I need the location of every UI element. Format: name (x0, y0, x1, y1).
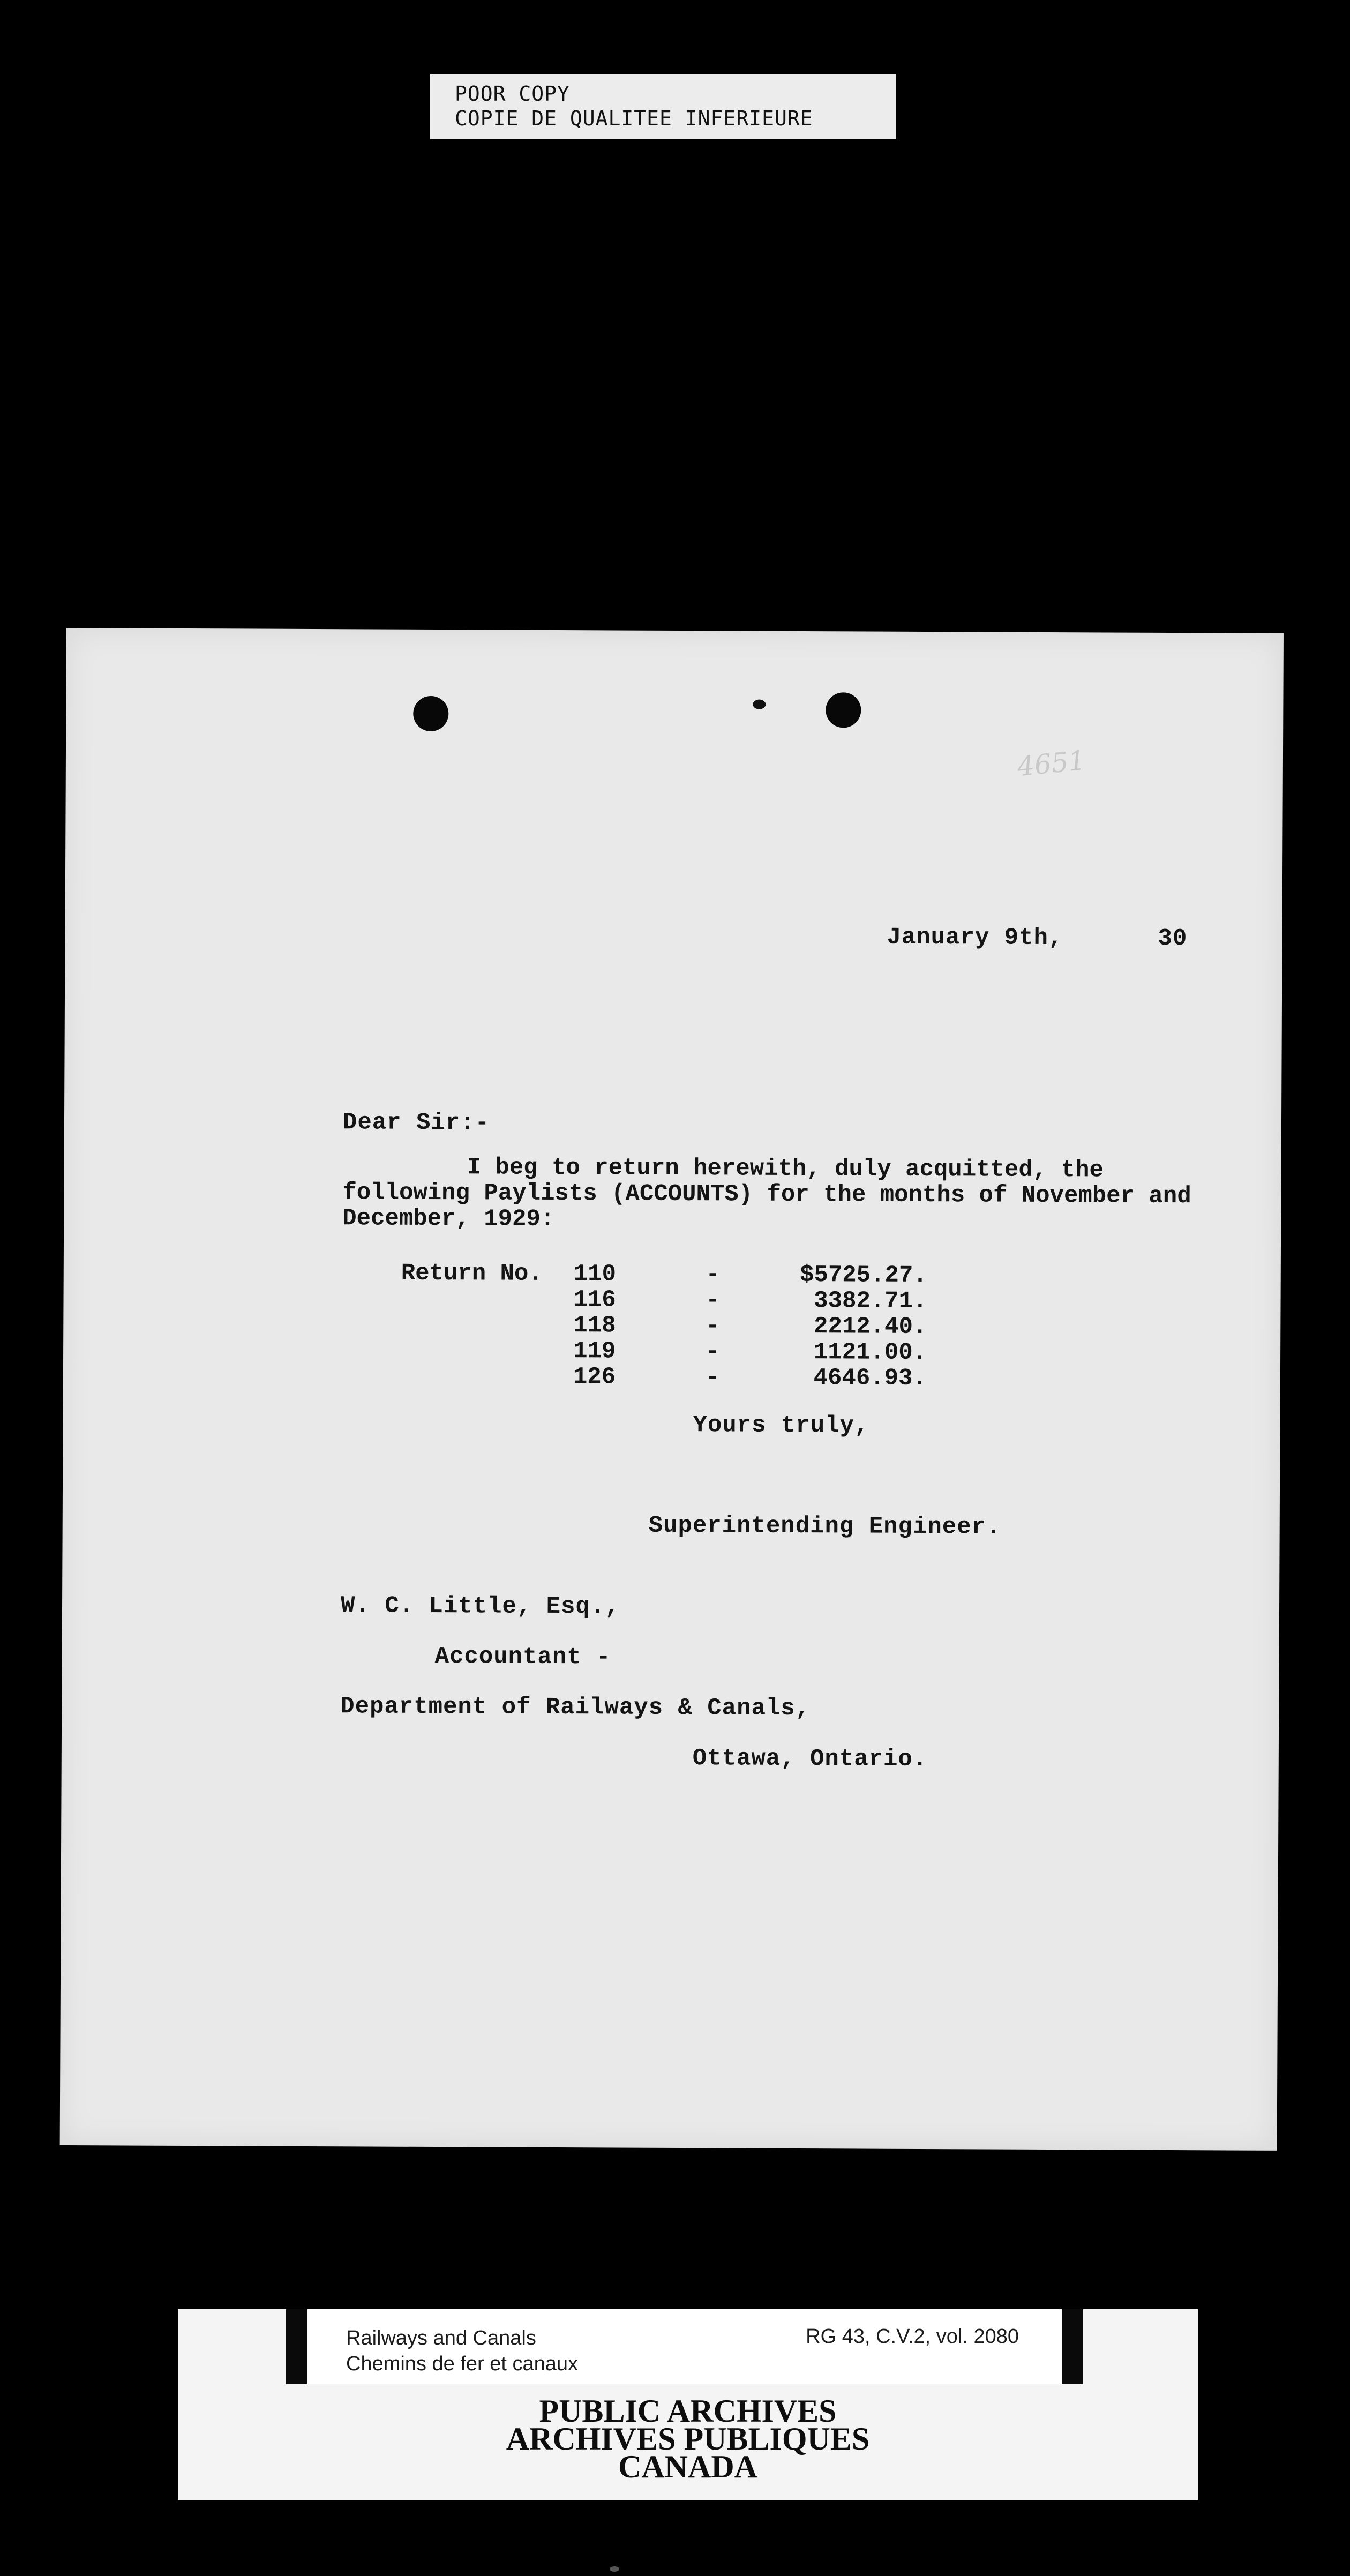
return-amount: 2212.40. (813, 1313, 927, 1341)
punch-hole-left (413, 696, 448, 731)
return-amount: 4646.93. (813, 1365, 927, 1392)
return-number: 118 (573, 1312, 616, 1339)
archive-title-line-3: CANADA (618, 2449, 758, 2484)
return-amount: 3382.71. (814, 1287, 927, 1315)
handwritten-file-mark: 4651 (1016, 744, 1087, 783)
closing: Yours truly, (693, 1412, 869, 1440)
return-dash: - (705, 1364, 720, 1391)
film-speck (610, 2566, 619, 2572)
archive-title-line-1: PUBLIC ARCHIVES (539, 2393, 837, 2429)
letter-body: I beg to return herewith, duly acquitted, the following Paylists (ACCOUNTS) for the months of November and December, 1929: (342, 1154, 1191, 1233)
archive-title-line-2: ARCHIVES PUBLIQUES (506, 2421, 870, 2457)
return-amount: 1121.00. (813, 1339, 927, 1367)
return-dash: - (706, 1313, 720, 1340)
department-english: Railways and Canals (346, 2327, 536, 2349)
table-row (401, 1364, 927, 1391)
salutation: Dear Sir:- (342, 1109, 490, 1137)
table-row (401, 1261, 927, 1289)
punch-hole-right (826, 692, 861, 728)
table-row (401, 1338, 927, 1366)
recipient-department: Department of Railways & Canals, (340, 1693, 811, 1723)
table-row (401, 1312, 927, 1340)
return-dash: - (706, 1261, 721, 1289)
returns-table (401, 1261, 927, 1391)
letter-year: 30 (1158, 925, 1188, 953)
recipient-city: Ottawa, Ontario. (692, 1745, 928, 1773)
return-dash: - (705, 1338, 720, 1366)
signature-title: Superintending Engineer. (648, 1512, 1001, 1541)
return-number: 119 (573, 1338, 616, 1365)
poor-copy-stamp (430, 74, 896, 139)
return-number: 126 (573, 1364, 616, 1391)
ink-speck (753, 700, 766, 709)
recipient-title: Accountant - (434, 1643, 611, 1671)
archive-reference-label (286, 2309, 1083, 2384)
stamp-line-2: COPIE DE QUALITEE INFERIEURE (455, 107, 813, 130)
archive-card (178, 2309, 1198, 2500)
archive-reference: RG 43, C.V.2, vol. 2080 (806, 2325, 1019, 2348)
return-dash: - (706, 1287, 720, 1314)
letter-page (60, 628, 1284, 2151)
archive-title (178, 2393, 1198, 2484)
archive-department (346, 2325, 578, 2377)
letter-date: January 9th, (887, 924, 1063, 952)
return-number: 116 (573, 1286, 616, 1314)
department-french: Chemins de fer et canaux (346, 2353, 579, 2375)
table-row (401, 1286, 927, 1314)
return-number: 110 (573, 1261, 617, 1288)
recipient-name: W. C. Little, Esq., (340, 1592, 620, 1621)
stamp-line-1: POOR COPY (455, 82, 570, 106)
return-amount: $5725.27. (799, 1261, 927, 1290)
returns-label: Return No. (401, 1260, 543, 1287)
